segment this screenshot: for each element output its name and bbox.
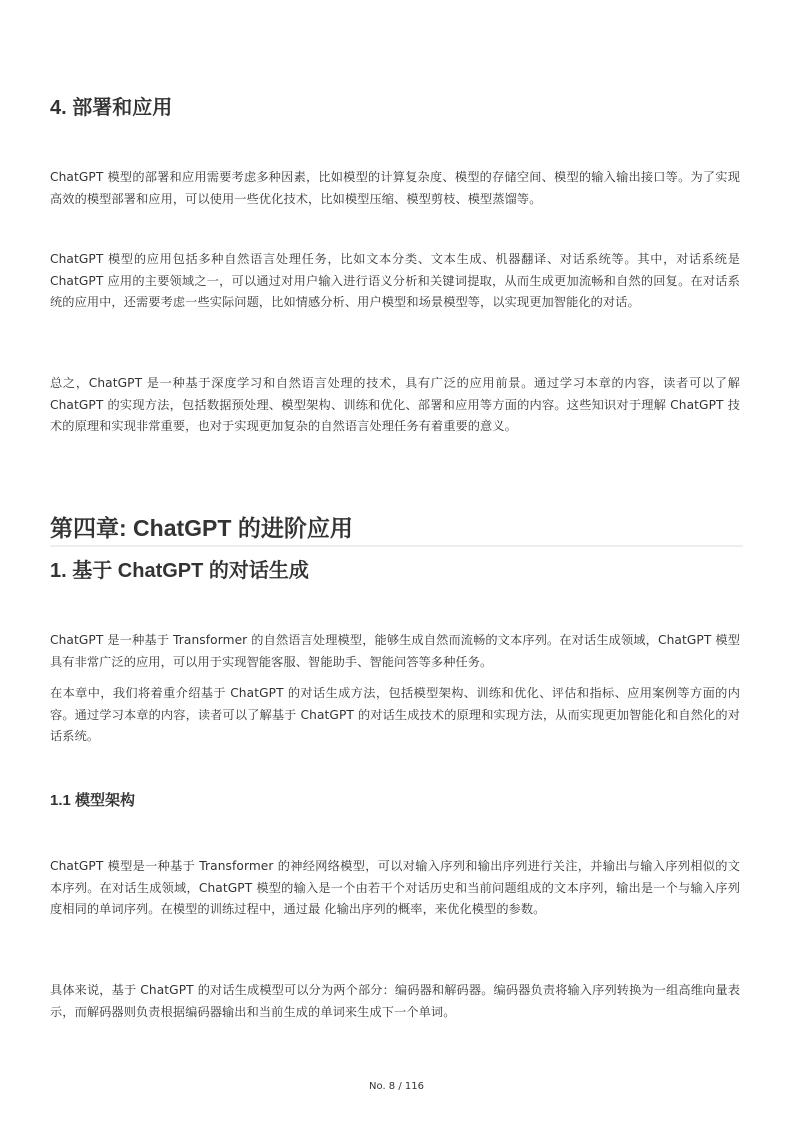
section-heading-deployment — [50, 95, 740, 121]
heading-text: 1. 基于 ChatGPT 的对话生成 — [50, 560, 309, 582]
chapter-title: 第四章: ChatGPT 的进阶应用 — [50, 513, 743, 547]
paragraph — [50, 856, 740, 921]
paragraph — [50, 249, 740, 314]
section-heading-dialogue-generation — [50, 558, 740, 584]
paragraph-text: ChatGPT 模型的部署和应用需要考虑多种因素，比如模型的计算复杂度、模型的存储空间、模型的输入输出接口等。为了实现高效的模型部署和应用，可以使用一些优化技术，比如模型压缩、模型剪枝、模型蒸馏等。 — [50, 170, 740, 206]
paragraph — [50, 373, 740, 438]
paragraph — [50, 167, 740, 210]
paragraph — [50, 980, 740, 1023]
paragraph-text: 总之，ChatGPT 是一种基于深度学习和自然语言处理的技术，具有广泛的应用前景。通过学习本章的内容，读者可以了解 ChatGPT 的实现方法，包括数据预处理、模型架构、训练和优化、部署和应用等方面的内容。这些知识对于理解 ChatGPT 技术的原理和实现非常重要，也对于实现更加复杂的自然语言处理任务有着重要的意义。 — [50, 376, 740, 433]
paragraph-text: ChatGPT 模型是一种基于 Transformer 的神经网络模型，可以对输入序列和输出序列进行关注，并输出与输入序列相似的文本序列。在对话生成领域，ChatGPT 模型的输入是一个由若干个对话历史和当前问题组成的文本序列，输出是一个与输入序列 度相同的单词序列。在模型的训练过程中，通过最 化输出序列的概率，来优化模型的参数。 — [50, 859, 740, 916]
page-number: No. 8 / 116 — [369, 1081, 424, 1092]
chapter-heading — [50, 513, 750, 547]
paragraph-text: ChatGPT 是一种基于 Transformer 的自然语言处理模型，能够生成自然而流畅的文本序列。在对话生成领域，ChatGPT 模型具有非常广泛的应用，可以用于实现智能客服、智能助手、智能问答等多种任务。 — [50, 633, 740, 669]
paragraph-text: 在本章中，我们将着重介绍基于 ChatGPT 的对话生成方法，包括模型架构、训练和优化、评估和指标、应用案例等方面的内容。通过学习本章的内容，读者可以了解基于 ChatGPT 的对话生成技术的原理和实现方法，从而实现更加智能化和自然化的对话系统。 — [50, 686, 740, 743]
heading-text: 1.1 模型架构 — [50, 792, 136, 809]
heading-text: 4. 部署和应用 — [50, 97, 173, 119]
paragraph — [50, 630, 740, 673]
paragraph — [50, 683, 740, 748]
subsection-heading-model-architecture — [50, 791, 740, 811]
paragraph-text: ChatGPT 模型的应用包括多种自然语言处理任务，比如文本分类、文本生成、机器翻译、对话系统等。其中，对话系统是 ChatGPT 应用的主要领域之一，可以通过对用户输入进行语义分析和关键词提取，从而生成更加流畅和自然的回复。在对话系统的应用中，还需要考虑一些实际问题，比如情感分析、用户模型和场景模型等，以实现更加智能化的对话。 — [50, 252, 740, 309]
paragraph-text: 具体来说，基于 ChatGPT 的对话生成模型可以分为两个部分：编码器和解码器。编码器负责将输入序列转换为一组高维向量表示，而解码器则负责根据编码器输出和当前生成的单词来生成下一个单词。 — [50, 983, 740, 1019]
